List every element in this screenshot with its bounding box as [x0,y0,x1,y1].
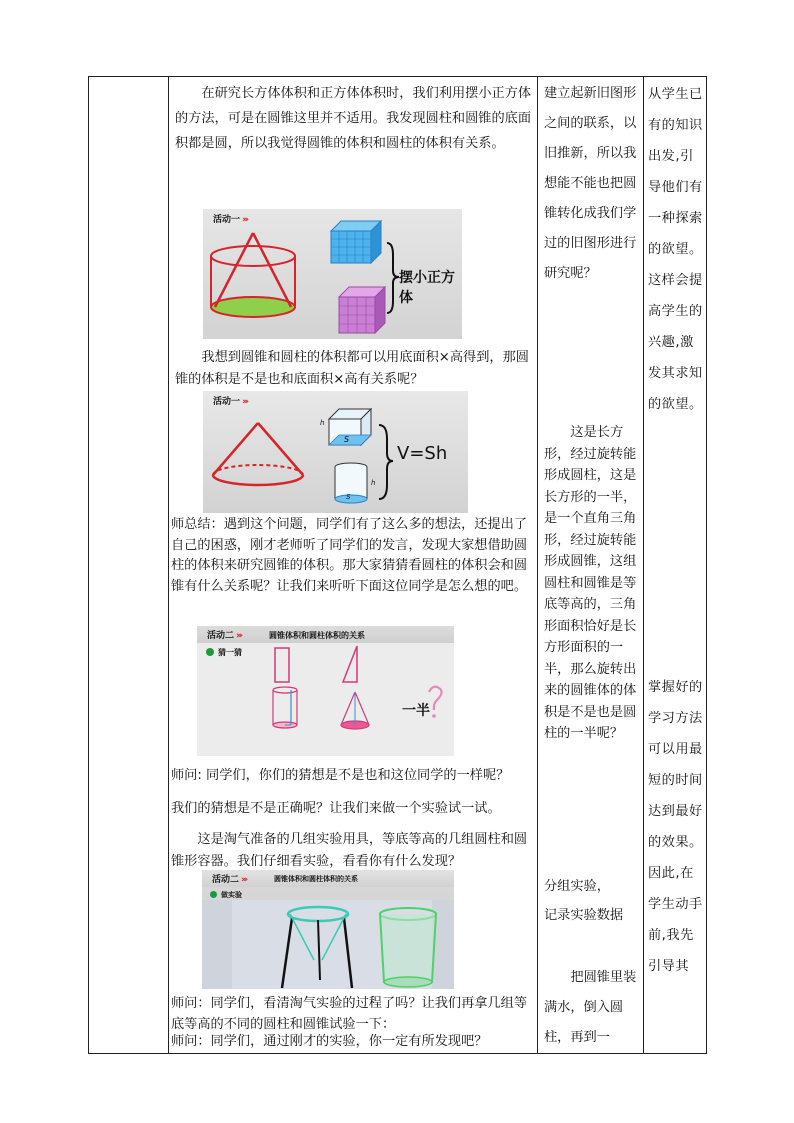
student-note-record-data: 记录实验数据 [544,908,624,923]
design-note-method: 掌握好的学习方法可以用最短的时间达到最好的效果。因此,在学生动手前,我先引导其 [648,680,703,974]
base-area-label: S [346,493,351,501]
paragraph-intro: 在研究长方体体积和正方体体积时，我们利用摆小正方体的方法，可是在圆锥这里并不适用。我发现圆柱和圆锥的底面积都是圆，所以我觉得圆锥的体积和圆柱的体积有关系。 [175,86,532,151]
experiment-photo-figure [202,870,454,989]
paragraph-teacher-retry: 师问：同学们，看清淘气实验的过程了吗？让我们再拿几组等底等高的不同的圆柱和圆锥试验一下： [171,996,528,1032]
slide-activity-2-guess [197,626,454,756]
slide-label: 摆小正方体 [399,270,455,306]
paragraph-teacher-finding: 师问：同学们，通过刚才的实验，你一定有所发现吧？ [171,1034,488,1049]
height-label: h [320,419,325,427]
rotation-shapes-figure [197,626,454,756]
base-area-label: S [344,435,350,444]
slide-activity-1-cubes [203,209,462,339]
design-note-motivation: 从学生已有的知识出发,引导他们有一种探索的欲望。这样会提高学生的兴趣,激发其求知的欲望。 [648,87,703,412]
paragraph-teacher-question: 师问: 同学们，你们的猜想是不是也和这位同学的一样呢？ [171,768,510,783]
paragraph-experiment-intro: 我们的猜想是不是正确呢？让我们来做一个实验试一试。 [171,801,501,816]
paragraph-materials: 这是淘气准备的几组实验用具，等底等高的几组圆柱和圆锥形容器。我们仔细看实验，看看你有什么发现？ [171,832,528,869]
student-note-connection: 建立起新旧图形之间的联系，以旧推新，所以我想能不能也把圆锥转化成我们学过的旧图形进行研究呢？ [544,86,637,281]
slide-activity-2-experiment [202,870,454,989]
activity-tag: 活动二 ››› [212,875,247,885]
teaching-process-column [169,77,537,1053]
slide-activity-1-formula [203,391,468,513]
activity-tag: 活动一 ››› [213,397,248,407]
slide-subtitle: 猜一猜 [218,648,242,657]
activity-tag: 活动二 ››› [207,631,242,641]
student-note-group-experiment: 分组实验， [544,879,610,894]
activity-tag: 活动一 ››› [213,215,248,225]
student-activity-column [538,77,643,1053]
slide-title: 圆锥体积和圆柱体积的关系 [274,875,358,883]
lesson-table [88,76,707,1054]
volume-formula: V=Sh [397,443,448,464]
student-note-rotation: 这是长方形，经过旋转能形成圆柱，这是长方形的一半，是一个直角三角形，经过旋转能形成圆锥，这组圆柱和圆锥是等底等高的，三角形面积恰好是长方形面积的一半，那么旋转出来的圆锥体的体积是不是也是圆柱的一半呢？ [544,425,637,741]
half-label: 一半 [402,703,430,719]
slide-title: 圆锥体积和圆柱体积的关系 [269,631,365,640]
student-note-pour-water: 把圆锥里装满水，倒入圆柱，再到一 [544,970,637,1045]
slide-subtitle: 做实验 [221,891,242,899]
height-label: h [371,479,376,487]
design-intent-column [644,77,706,1053]
paragraph-guess: 我想到圆锥和圆柱的体积都可以用底面积×高得到，那圆锥的体积是不是也和底面积×高有关系呢？ [175,350,529,387]
paragraph-teacher-summary: 师总结：遇到这个问题，同学们有了这么多的想法，还提出了自己的困惑，刚才老师听了同学们的发言，发现大家想借助圆柱的体积来研究圆锥的体积。那大家猜猜看圆柱的体积会和圆锥有什么关系呢？让我们来听听下面这位同学是怎么想的吧。 [171,517,528,594]
